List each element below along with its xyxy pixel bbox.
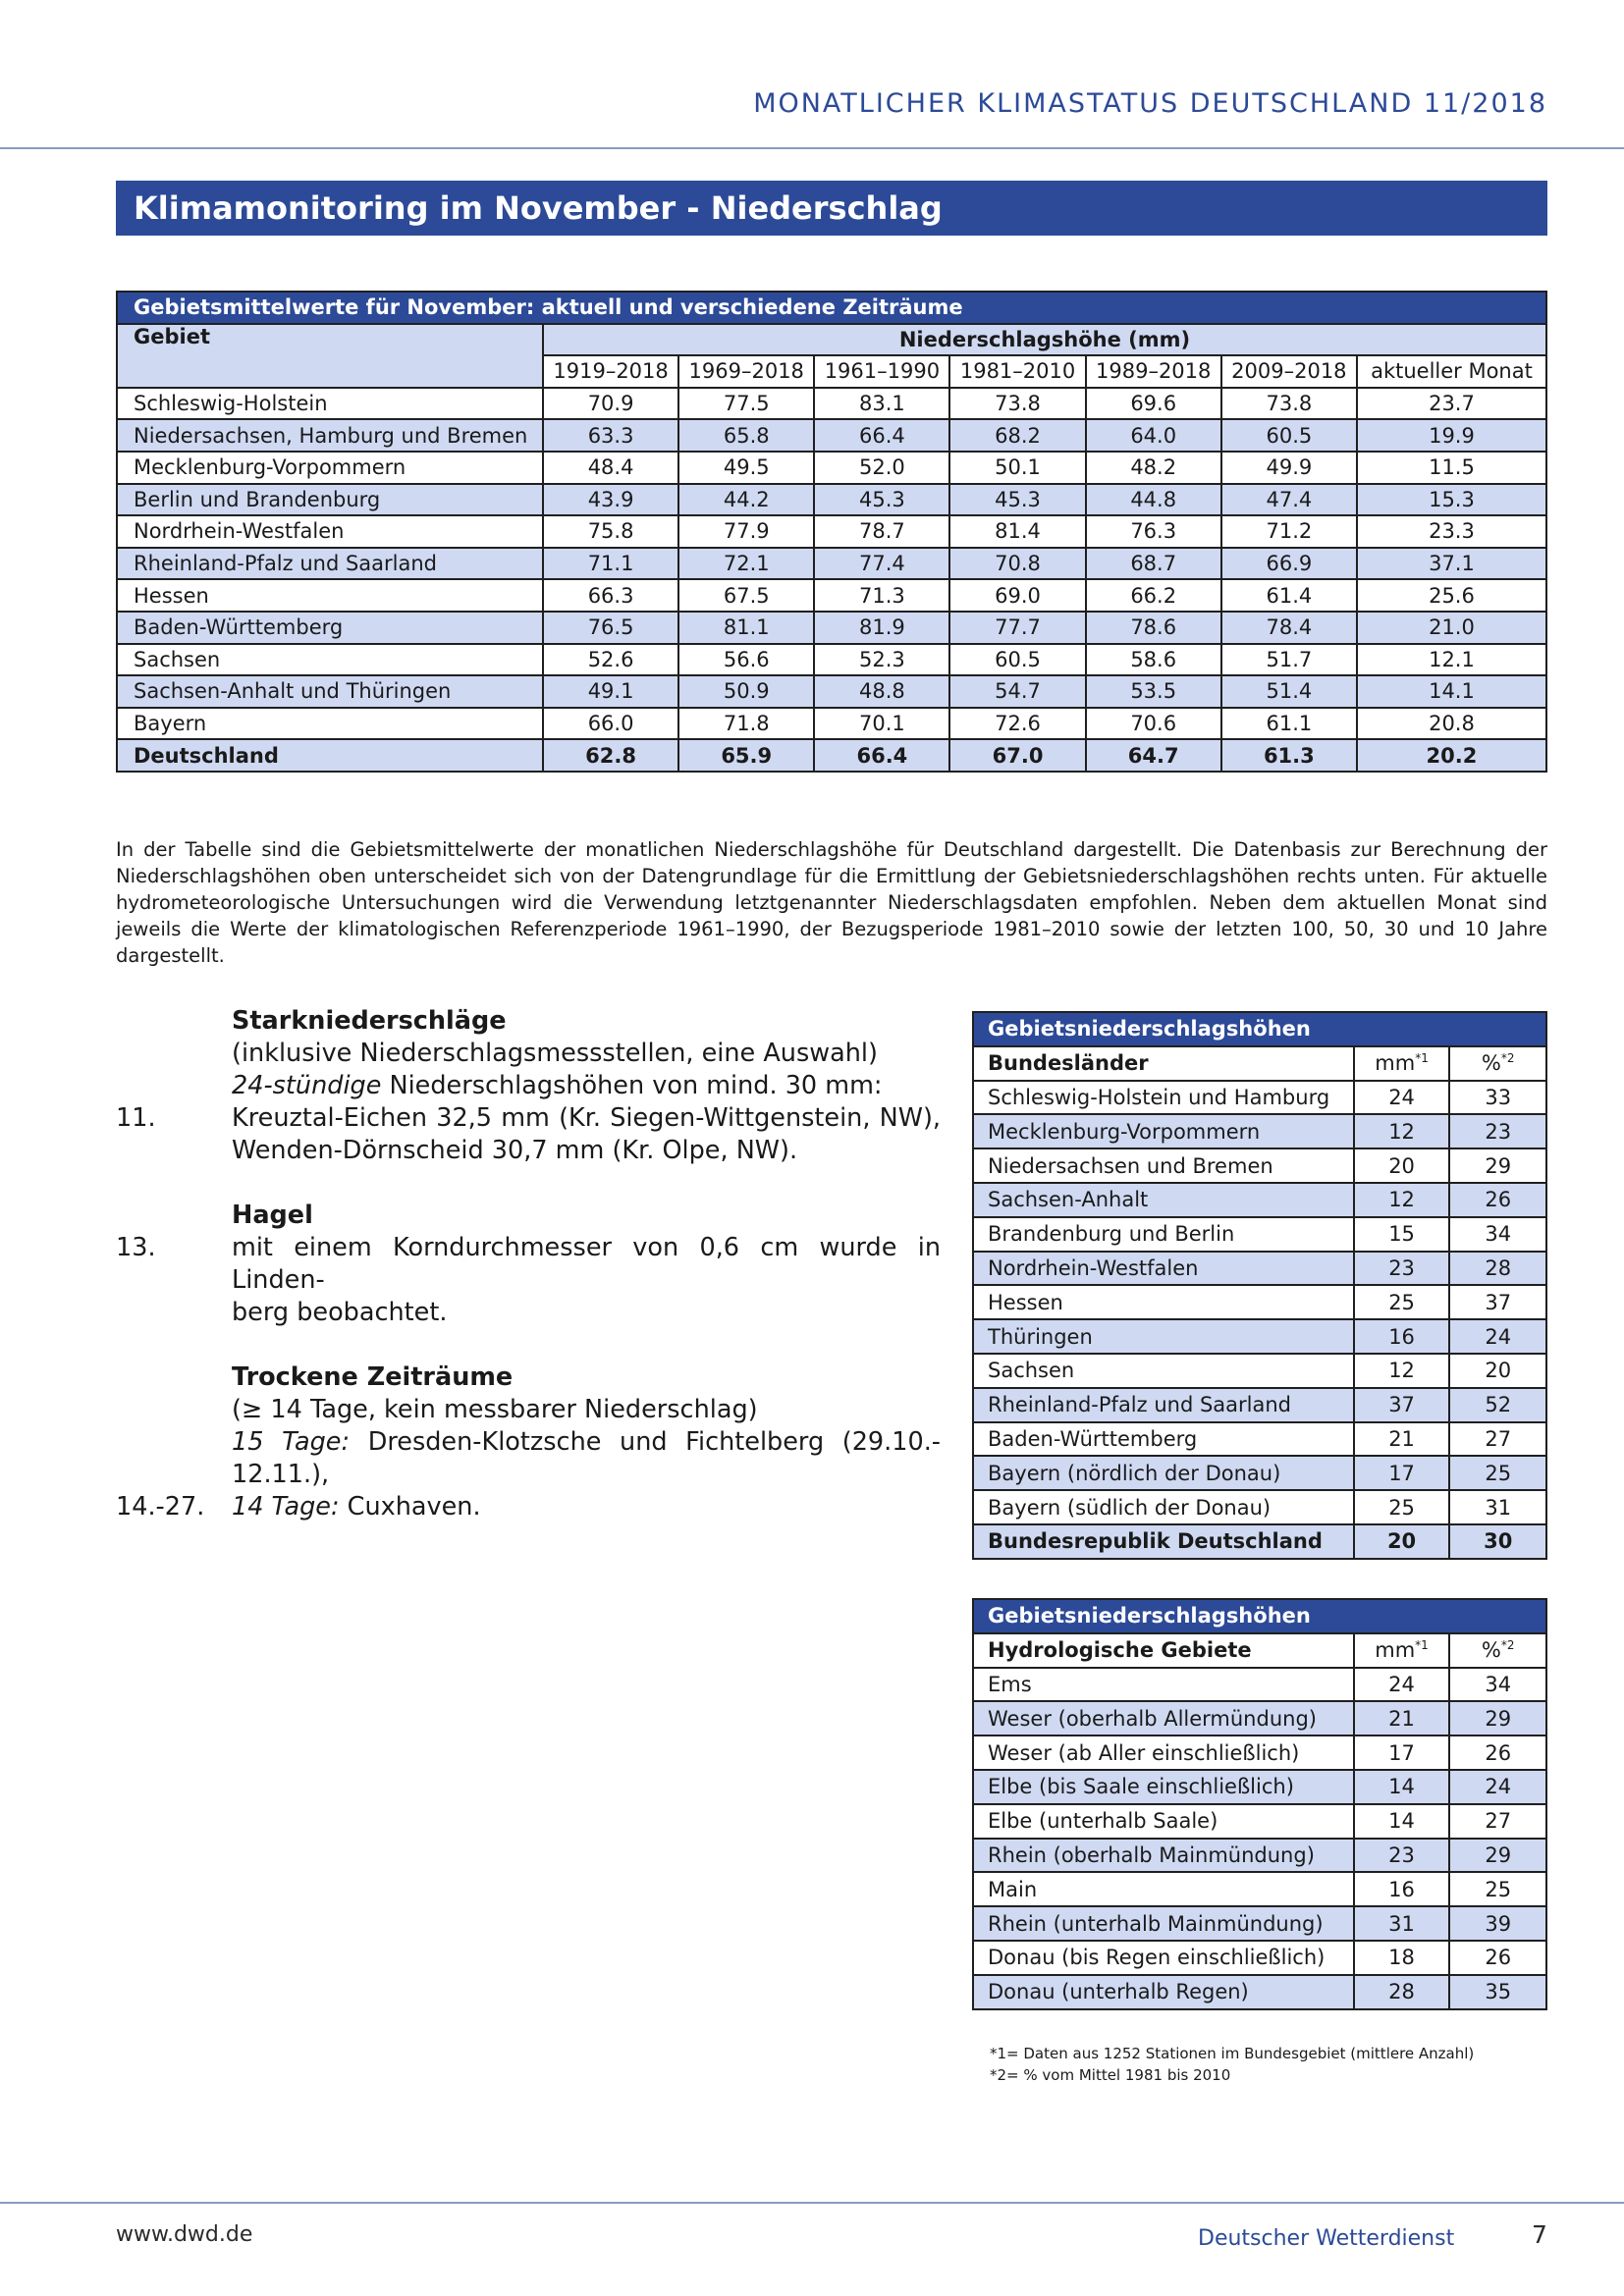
footer-rule — [0, 2202, 1624, 2204]
precipitation-value: 67.0 — [949, 739, 1085, 772]
region-name: Schleswig-Holstein — [117, 388, 543, 420]
precipitation-value: 45.3 — [814, 484, 949, 516]
period-header: 1961–1990 — [814, 355, 949, 388]
table-row — [117, 739, 1546, 772]
column-header-mm — [1354, 1633, 1450, 1668]
precipitation-value: 71.3 — [814, 579, 949, 612]
hydro-table-caption: Gebietsniederschlagshöhen — [973, 1599, 1546, 1633]
mm-value: 37 — [1354, 1388, 1450, 1422]
precipitation-value: 76.3 — [1086, 515, 1221, 548]
region-name: Sachsen — [117, 644, 543, 676]
region-name: Nordrhein-Westfalen — [117, 515, 543, 548]
column-header-states: Bundesländer — [973, 1046, 1354, 1081]
hail-section — [116, 1200, 941, 1329]
precipitation-value: 43.9 — [543, 484, 678, 516]
mm-value: 16 — [1354, 1872, 1450, 1906]
precipitation-value: 73.8 — [949, 388, 1085, 420]
precipitation-value: 69.6 — [1086, 388, 1221, 420]
precipitation-value: 65.9 — [678, 739, 814, 772]
mm-value: 17 — [1354, 1456, 1450, 1490]
precipitation-value: 78.4 — [1221, 612, 1357, 644]
precipitation-table — [116, 291, 1547, 773]
table-caption: Gebietsmittelwerte für November: aktuell und verschiedene Zeiträume — [117, 292, 1546, 324]
precipitation-value: 51.4 — [1221, 675, 1357, 708]
precipitation-value: 69.0 — [949, 579, 1085, 612]
table-row — [973, 1319, 1546, 1354]
header-title: MONATLICHER KLIMASTATUS DEUTSCHLAND 11/2018 — [753, 88, 1547, 119]
precipitation-value: 64.0 — [1086, 419, 1221, 452]
mm-value: 21 — [1354, 1701, 1450, 1735]
region-name: Baden-Württemberg — [117, 612, 543, 644]
region-name: Rheinland-Pfalz und Saarland — [117, 548, 543, 580]
precipitation-value: 71.2 — [1221, 515, 1357, 548]
region-name: Rhein (oberhalb Mainmündung) — [973, 1839, 1354, 1873]
precipitation-value: 50.9 — [678, 675, 814, 708]
precipitation-value: 63.3 — [543, 419, 678, 452]
table-row — [117, 452, 1546, 484]
mm-value: 23 — [1354, 1839, 1450, 1873]
weather-events — [116, 1005, 941, 1556]
precipitation-value: 15.3 — [1357, 484, 1546, 516]
table-row — [973, 1668, 1546, 1702]
precipitation-value: 12.1 — [1357, 644, 1546, 676]
precipitation-value: 78.7 — [814, 515, 949, 548]
footnotes — [990, 2043, 1474, 2086]
entry-italic: 15 Tage: — [232, 1427, 351, 1457]
percent-value: 28 — [1449, 1252, 1546, 1286]
table-row — [117, 548, 1546, 580]
region-name: Sachsen-Anhalt und Thüringen — [117, 675, 543, 708]
precipitation-value: 48.8 — [814, 675, 949, 708]
precipitation-value: 23.7 — [1357, 388, 1546, 420]
column-header-percent — [1449, 1633, 1546, 1668]
table-row — [973, 1252, 1546, 1286]
precipitation-value: 66.2 — [1086, 579, 1221, 612]
mm-value: 18 — [1354, 1941, 1450, 1975]
region-name: Thüringen — [973, 1319, 1354, 1354]
region-name: Elbe (bis Saale einschließlich) — [973, 1770, 1354, 1804]
section-title: Klimamonitoring im November - Niederschlag — [116, 181, 1547, 236]
dry-periods-section — [116, 1362, 941, 1523]
event-date: 14.-27. — [116, 1492, 205, 1522]
region-name: Rhein (unterhalb Mainmündung) — [973, 1906, 1354, 1941]
precipitation-value: 75.8 — [543, 515, 678, 548]
precipitation-value: 65.8 — [678, 419, 814, 452]
precipitation-value: 25.6 — [1357, 579, 1546, 612]
region-name: Bayern (nördlich der Donau) — [973, 1456, 1354, 1490]
table-row — [973, 1217, 1546, 1252]
precipitation-value: 20.8 — [1357, 708, 1546, 740]
percent-value: 24 — [1449, 1319, 1546, 1354]
table-row — [973, 1285, 1546, 1319]
percent-value: 26 — [1449, 1941, 1546, 1975]
mm-value: 12 — [1354, 1354, 1450, 1388]
percent-value: 34 — [1449, 1217, 1546, 1252]
percent-value: 34 — [1449, 1668, 1546, 1702]
table-row — [973, 1839, 1546, 1873]
percent-value: 52 — [1449, 1388, 1546, 1422]
entry-text: Cuxhaven. — [339, 1492, 481, 1522]
percent-value: 27 — [1449, 1804, 1546, 1839]
mm-sup: *1 — [1415, 1051, 1429, 1066]
percent-value: 35 — [1449, 1975, 1546, 2009]
page-number: 7 — [1532, 2220, 1547, 2249]
region-name: Mecklenburg-Vorpommern — [117, 452, 543, 484]
table-row — [973, 1114, 1546, 1148]
precipitation-value: 52.0 — [814, 452, 949, 484]
column-header-percent — [1449, 1046, 1546, 1081]
mm-value: 24 — [1354, 1081, 1450, 1115]
precipitation-value: 81.4 — [949, 515, 1085, 548]
region-name: Mecklenburg-Vorpommern — [973, 1114, 1354, 1148]
region-name: Bundesrepublik Deutschland — [973, 1524, 1354, 1559]
percent-value: 30 — [1449, 1524, 1546, 1559]
column-header-hydro-regions: Hydrologische Gebiete — [973, 1633, 1354, 1668]
percent-value: 25 — [1449, 1456, 1546, 1490]
region-name: Elbe (unterhalb Saale) — [973, 1804, 1354, 1839]
mm-value: 28 — [1354, 1975, 1450, 2009]
entry-text: Kreuztal-Eichen 32,5 mm (Kr. Siegen-Wittgenstein, NW), — [232, 1103, 941, 1133]
region-name: Bayern — [117, 708, 543, 740]
period-header: 1969–2018 — [678, 355, 814, 388]
precipitation-value: 45.3 — [949, 484, 1085, 516]
region-name: Donau (unterhalb Regen) — [973, 1975, 1354, 2009]
states-precipitation-table — [972, 1011, 1547, 1560]
region-name: Hessen — [973, 1285, 1354, 1319]
precipitation-value: 70.9 — [543, 388, 678, 420]
footer-organization: Deutscher Wetterdienst — [1198, 2226, 1455, 2251]
precipitation-value: 61.4 — [1221, 579, 1357, 612]
table-row — [973, 1081, 1546, 1115]
precipitation-value: 37.1 — [1357, 548, 1546, 580]
table-row — [117, 708, 1546, 740]
entry-text: Dresden-Klotzsche und Fichtelberg (29.10.- — [350, 1427, 942, 1457]
table-row — [973, 1770, 1546, 1804]
precipitation-value: 49.5 — [678, 452, 814, 484]
table-row — [973, 1148, 1546, 1183]
region-name: Main — [973, 1872, 1354, 1906]
region-name: Weser (oberhalb Allermündung) — [973, 1701, 1354, 1735]
precipitation-value: 77.5 — [678, 388, 814, 420]
precipitation-value: 44.8 — [1086, 484, 1221, 516]
precipitation-value: 51.7 — [1221, 644, 1357, 676]
precipitation-value: 61.3 — [1221, 739, 1357, 772]
region-name: Niedersachsen, Hamburg und Bremen — [117, 419, 543, 452]
precipitation-value: 60.5 — [949, 644, 1085, 676]
region-name: Niedersachsen und Bremen — [973, 1148, 1354, 1183]
mm-value: 17 — [1354, 1735, 1450, 1770]
precipitation-value: 50.1 — [949, 452, 1085, 484]
mm-value: 25 — [1354, 1285, 1450, 1319]
region-name: Sachsen — [973, 1354, 1354, 1388]
percent-value: 25 — [1449, 1872, 1546, 1906]
percent-value: 31 — [1449, 1490, 1546, 1524]
percent-label: % — [1481, 1638, 1501, 1663]
hail-entry — [116, 1232, 941, 1297]
precipitation-value: 66.4 — [814, 419, 949, 452]
region-name: Hessen — [117, 579, 543, 612]
region-name: Deutschland — [117, 739, 543, 772]
precipitation-value: 70.8 — [949, 548, 1085, 580]
mm-label: mm — [1375, 1638, 1416, 1663]
mm-value: 31 — [1354, 1906, 1450, 1941]
table-row — [973, 1906, 1546, 1941]
precipitation-value: 54.7 — [949, 675, 1085, 708]
precipitation-value: 68.7 — [1086, 548, 1221, 580]
precipitation-value: 73.8 — [1221, 388, 1357, 420]
precipitation-value: 76.5 — [543, 612, 678, 644]
percent-value: 37 — [1449, 1285, 1546, 1319]
percent-value: 29 — [1449, 1148, 1546, 1183]
mm-value: 14 — [1354, 1804, 1450, 1839]
heavy-precipitation-title: Starkniederschläge — [232, 1006, 507, 1036]
table-row — [117, 644, 1546, 676]
period-header: aktueller Monat — [1357, 355, 1546, 388]
footnote-1: *1= Daten aus 1252 Stationen im Bundesgebiet (mittlere Anzahl) — [990, 2045, 1475, 2062]
table-row — [973, 1354, 1546, 1388]
table-row — [117, 612, 1546, 644]
dry-periods-subtitle: (≥ 14 Tage, kein messbarer Niederschlag) — [232, 1395, 758, 1424]
column-header-region: Gebiet — [117, 324, 543, 388]
precipitation-value: 61.1 — [1221, 708, 1357, 740]
region-name: Rheinland-Pfalz und Saarland — [973, 1388, 1354, 1422]
period-header: 1981–2010 — [949, 355, 1085, 388]
region-name: Brandenburg und Berlin — [973, 1217, 1354, 1252]
precipitation-value: 14.1 — [1357, 675, 1546, 708]
heavy-precipitation-entry-cont: Wenden-Dörnscheid 30,7 mm (Kr. Olpe, NW). — [232, 1136, 798, 1165]
region-name: Ems — [973, 1668, 1354, 1702]
precipitation-value: 48.2 — [1086, 452, 1221, 484]
precipitation-value: 66.0 — [543, 708, 678, 740]
period-header: 1989–2018 — [1086, 355, 1221, 388]
intro-italic: 24-stündige — [232, 1071, 382, 1100]
region-name: Bayern (südlich der Donau) — [973, 1490, 1354, 1524]
percent-value: 26 — [1449, 1183, 1546, 1217]
event-date: 13. — [116, 1233, 156, 1262]
precipitation-value: 52.6 — [543, 644, 678, 676]
table-row — [973, 1735, 1546, 1770]
footer-url[interactable]: www.dwd.de — [116, 2222, 253, 2247]
precipitation-value: 68.2 — [949, 419, 1085, 452]
table-row — [973, 1456, 1546, 1490]
percent-sup: *2 — [1500, 1051, 1515, 1066]
precipitation-value: 72.1 — [678, 548, 814, 580]
heavy-precipitation-entry — [116, 1102, 941, 1135]
precipitation-value: 64.7 — [1086, 739, 1221, 772]
hydro-table-body — [973, 1599, 1546, 2009]
header-rule — [0, 147, 1624, 149]
mm-value: 15 — [1354, 1217, 1450, 1252]
region-name: Donau (bis Regen einschließlich) — [973, 1941, 1354, 1975]
percent-value: 39 — [1449, 1906, 1546, 1941]
mm-value: 21 — [1354, 1422, 1450, 1457]
table-row — [117, 515, 1546, 548]
states-table-caption: Gebietsniederschlagshöhen — [973, 1012, 1546, 1046]
precipitation-value: 71.8 — [678, 708, 814, 740]
precipitation-value: 81.1 — [678, 612, 814, 644]
mm-value: 24 — [1354, 1668, 1450, 1702]
percent-value: 24 — [1449, 1770, 1546, 1804]
precipitation-value: 78.6 — [1086, 612, 1221, 644]
dry-periods-title: Trockene Zeiträume — [232, 1362, 514, 1392]
column-header-mm — [1354, 1046, 1450, 1081]
event-date: 11. — [116, 1103, 156, 1133]
table-row — [973, 1975, 1546, 2009]
precipitation-value: 21.0 — [1357, 612, 1546, 644]
table-row — [973, 1183, 1546, 1217]
mm-value: 20 — [1354, 1524, 1450, 1559]
region-name: Baden-Württemberg — [973, 1422, 1354, 1457]
table-row — [973, 1388, 1546, 1422]
mm-value: 23 — [1354, 1252, 1450, 1286]
precipitation-value: 81.9 — [814, 612, 949, 644]
table-row — [117, 419, 1546, 452]
mm-label: mm — [1375, 1051, 1416, 1076]
precipitation-value: 66.9 — [1221, 548, 1357, 580]
precipitation-value: 49.1 — [543, 675, 678, 708]
precipitation-value: 58.6 — [1086, 644, 1221, 676]
precipitation-value: 23.3 — [1357, 515, 1546, 548]
precipitation-value: 60.5 — [1221, 419, 1357, 452]
mm-value: 20 — [1354, 1148, 1450, 1183]
precipitation-value: 20.2 — [1357, 739, 1546, 772]
table-row — [117, 579, 1546, 612]
mm-value: 14 — [1354, 1770, 1450, 1804]
precipitation-value: 49.9 — [1221, 452, 1357, 484]
intro-rest: Niederschlagshöhen von mind. 30 mm: — [381, 1071, 883, 1100]
hydro-precipitation-table — [972, 1598, 1547, 2010]
entry-text: mit einem Korndurchmesser von 0,6 cm wurde in Linden- — [232, 1233, 941, 1295]
region-name: Sachsen-Anhalt — [973, 1183, 1354, 1217]
percent-value: 29 — [1449, 1701, 1546, 1735]
precipitation-value: 11.5 — [1357, 452, 1546, 484]
heavy-precipitation-subtitle: (inklusive Niederschlagsmessstellen, eine Auswahl) — [232, 1039, 878, 1068]
percent-value: 27 — [1449, 1422, 1546, 1457]
precipitation-value: 19.9 — [1357, 419, 1546, 452]
table-row — [117, 484, 1546, 516]
heavy-precipitation-section — [116, 1005, 941, 1167]
region-name: Weser (ab Aller einschließlich) — [973, 1735, 1354, 1770]
precipitation-value: 77.9 — [678, 515, 814, 548]
period-header: 1919–2018 — [543, 355, 678, 388]
table-row — [973, 1701, 1546, 1735]
precipitation-table-body — [117, 388, 1546, 772]
precipitation-value: 72.6 — [949, 708, 1085, 740]
mm-value: 12 — [1354, 1114, 1450, 1148]
dry-periods-entry-cont: 12.11.), — [232, 1460, 330, 1489]
region-name: Schleswig-Holstein und Hamburg — [973, 1081, 1354, 1115]
table-row — [973, 1872, 1546, 1906]
footnote-2: *2= % vom Mittel 1981 bis 2010 — [990, 2066, 1231, 2084]
percent-value: 23 — [1449, 1114, 1546, 1148]
precipitation-value: 48.4 — [543, 452, 678, 484]
precipitation-value: 83.1 — [814, 388, 949, 420]
precipitation-value: 70.6 — [1086, 708, 1221, 740]
table-row — [973, 1941, 1546, 1975]
precipitation-value: 77.4 — [814, 548, 949, 580]
dry-periods-entry — [116, 1426, 941, 1459]
mm-value: 12 — [1354, 1183, 1450, 1217]
mm-value: 16 — [1354, 1319, 1450, 1354]
table-row — [973, 1804, 1546, 1839]
region-name: Berlin und Brandenburg — [117, 484, 543, 516]
precipitation-value: 47.4 — [1221, 484, 1357, 516]
precipitation-value: 53.5 — [1086, 675, 1221, 708]
precipitation-value: 77.7 — [949, 612, 1085, 644]
column-group-header: Niederschlagshöhe (mm) — [543, 324, 1546, 356]
precipitation-value: 70.1 — [814, 708, 949, 740]
region-name: Nordrhein-Westfalen — [973, 1252, 1354, 1286]
hail-title: Hagel — [232, 1201, 313, 1230]
precipitation-value: 52.3 — [814, 644, 949, 676]
percent-sup: *2 — [1500, 1638, 1515, 1653]
states-table-body — [973, 1012, 1546, 1559]
precipitation-value: 62.8 — [543, 739, 678, 772]
table-row — [973, 1490, 1546, 1524]
mm-value: 25 — [1354, 1490, 1450, 1524]
percent-value: 26 — [1449, 1735, 1546, 1770]
table-description: In der Tabelle sind die Gebietsmittelwerte der monatlichen Niederschlagshöhe für Deutschland dargestellt. Die Datenbasis zur Berechnung der Niederschlagshöhen oben unterscheidet sich von der Datengrundlage für die Ermittlung der Gebietsniederschlagshöhen rechts unten. Für aktuelle hydrometeorologische Untersuchungen wird die Verwendung letztgenannter Niederschlagsdaten empfohlen. Neben dem aktuellen Monat sind jeweils die Werte der klimatologischen Referenzperiode 1961–1990, der Bezugsperiode 1981–2010 sowie der letzten 100, 50, 30 und 10 Jahre dargestellt. — [116, 838, 1547, 967]
table-row — [117, 388, 1546, 420]
percent-value: 20 — [1449, 1354, 1546, 1388]
table-row — [117, 675, 1546, 708]
precipitation-value: 71.1 — [543, 548, 678, 580]
percent-label: % — [1481, 1051, 1501, 1076]
table-row — [973, 1422, 1546, 1457]
period-header: 2009–2018 — [1221, 355, 1357, 388]
table-row — [973, 1524, 1546, 1559]
precipitation-value: 67.5 — [678, 579, 814, 612]
heavy-precipitation-intro — [116, 1070, 941, 1102]
entry-italic: 14 Tage: — [232, 1492, 340, 1522]
mm-sup: *1 — [1415, 1638, 1429, 1653]
precipitation-value: 66.3 — [543, 579, 678, 612]
precipitation-value: 44.2 — [678, 484, 814, 516]
dry-periods-entry-2 — [116, 1491, 941, 1523]
hail-entry-cont: berg beobachtet. — [232, 1298, 448, 1327]
precipitation-value: 56.6 — [678, 644, 814, 676]
precipitation-value: 66.4 — [814, 739, 949, 772]
percent-value: 33 — [1449, 1081, 1546, 1115]
percent-value: 29 — [1449, 1839, 1546, 1873]
